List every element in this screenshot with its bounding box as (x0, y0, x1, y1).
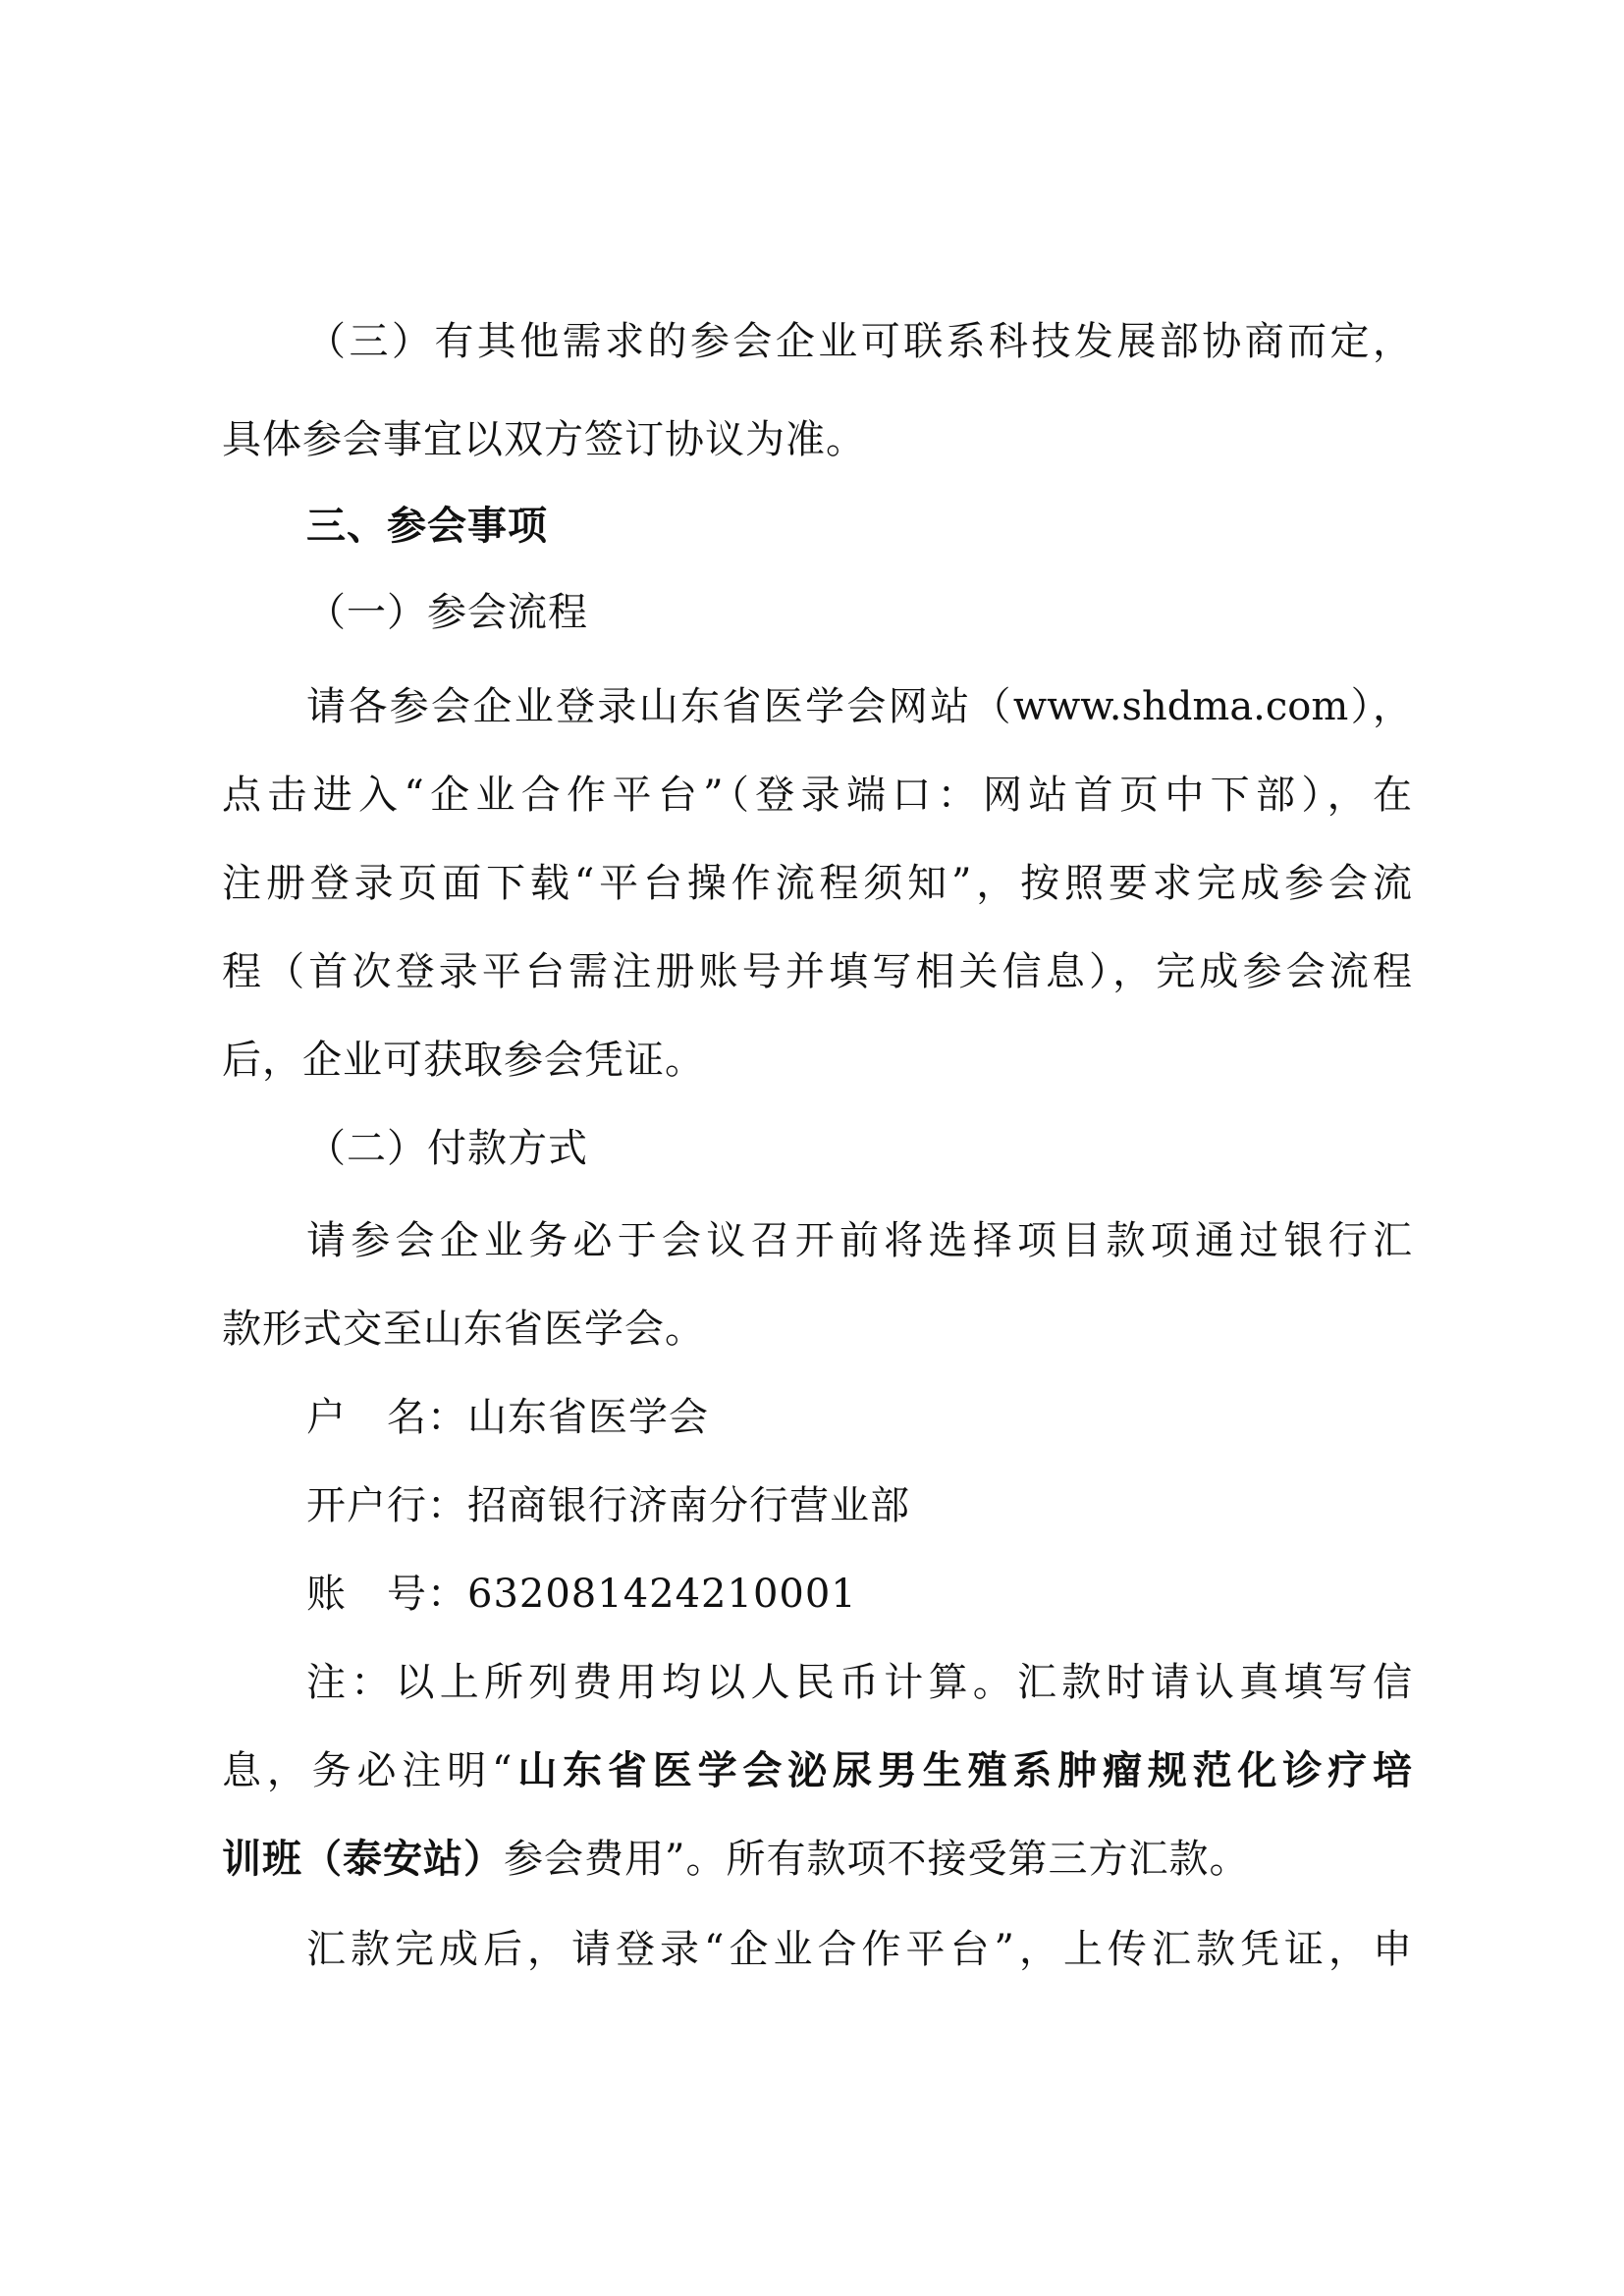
bank-name: 开户行：招商银行济南分行营业部 (306, 1483, 910, 1528)
section-heading: 三、参会事项 (306, 503, 548, 549)
note-line (222, 1836, 1249, 1883)
paragraph-line: 款形式交至山东省医学会。 (222, 1307, 705, 1352)
subsection-heading: （一）参会流程 (306, 590, 588, 635)
note-emphasis: 训班（泰安站） (222, 1836, 504, 1882)
paragraph-line: 注册登录页面下载“平台操作流程须知”，按照要求完成参会流 (222, 861, 1412, 906)
note-line: 注：以上所列费用均以人民币计算。汇款时请认真填写信 (306, 1660, 1412, 1705)
bank-account-name: 户 名：山东省医学会 (306, 1395, 709, 1440)
note-text: 息，务必注明“ (222, 1748, 513, 1793)
paragraph-line: （三）有其他需求的参会企业可联系科技发展部协商而定， (306, 319, 1412, 364)
note-emphasis: 山东省医学会泌尿男生殖系肿瘤规范化诊疗培 (512, 1747, 1412, 1793)
paragraph-line: 具体参会事宜以双方签订协议为准。 (222, 417, 866, 462)
paragraph-line: 请各参会企业登录山东省医学会网站（www.shdma.com）， (306, 684, 1412, 729)
paragraph-line: 点击进入“企业合作平台”（登录端口：网站首页中下部），在 (222, 773, 1412, 818)
note-line (222, 1747, 1412, 1794)
note-text: 参会费用”。所有款项不接受第三方汇款。 (504, 1837, 1250, 1882)
subsection-heading: （二）付款方式 (306, 1126, 588, 1171)
paragraph-line: 程（首次登录平台需注册账号并填写相关信息），完成参会流程 (222, 949, 1412, 994)
paragraph-line: 请参会企业务必于会议召开前将选择项目款项通过银行汇 (306, 1218, 1412, 1263)
paragraph-line: 汇款完成后，请登录“企业合作平台”，上传汇款凭证，申 (306, 1927, 1412, 1972)
bank-account-number: 账 号：632081424210001 (306, 1572, 857, 1617)
paragraph-line: 后，企业可获取参会凭证。 (222, 1038, 705, 1083)
